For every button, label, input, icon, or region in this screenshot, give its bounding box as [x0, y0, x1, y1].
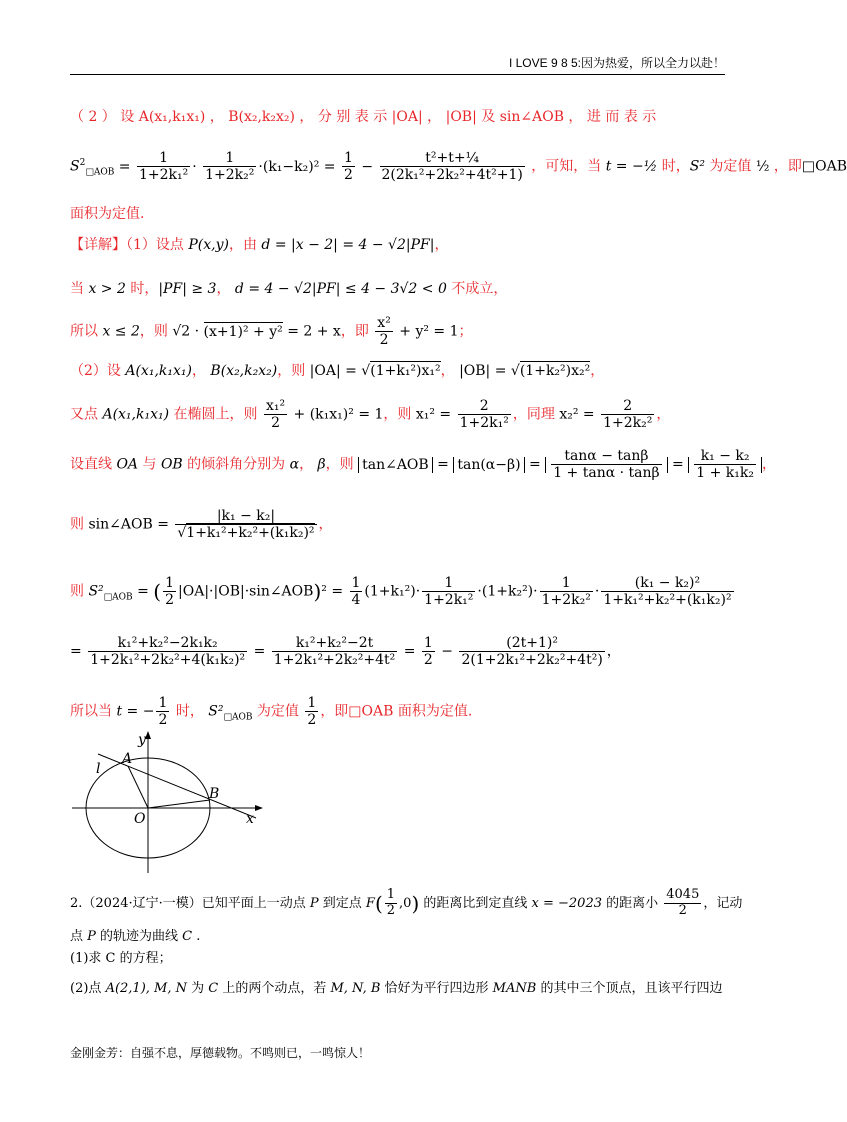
header-divider: [70, 74, 725, 75]
detail-line-9: = $\frac{\text{k₁²+k₂²−2k₁k₂}}{\text{1+2k₁²+2k₂²+4(k₁k₂)²}}$ = $\frac{\text{k₁²+k₂²−2t}}{\text{1+2k₁²+2k₂²+4t²}}$ = $\frac{1}{2}$ − $\frac{\text{(2t+1)²}}{\text{2(1+2k₁²+2k₂²+4t²)}}$ ，: [70, 635, 621, 669]
label-B: B: [209, 786, 220, 802]
detail-line-5: 又点 A(x₁,k₁x₁) 在椭圆上，则 $\frac{\text{x₁²}}{2}$ + (k₁x₁)² = 1，则 x₁² = $\frac{2}{\text{1+2k₁²}}$ ，同理 x₂² = $\frac{2}{\text{1+2k₂²}}$ ，: [70, 398, 671, 432]
detail-line-4: （2）设 A(x₁,k₁x₁)， B(x₂,k₂x₂)，则 |OA| = √(1+k₁²)x₁²， |OB| = √(1+k₂²)x₂²，: [70, 363, 605, 379]
problem2-line-2: 点 P 的轨迹为曲线 C .: [70, 929, 201, 944]
intro-line-3: 面积为定值.: [70, 206, 145, 222]
label-y: y: [138, 732, 146, 748]
detail-line-1: 【详解】（1）设点 P(x,y)，由 d = |x − 2| = 4 − √2|PF|，: [70, 237, 449, 253]
problem2-line-4: (2)点 A(2,1), M, N 为 C 上的两个动点，若 M, N, B 恰好为平行四边形 MANB 的其中三个顶点，且该平行四边: [70, 981, 723, 996]
detail-line-10: 所以当 t = − $\frac{1}{2}$ 时， $S^2_{□AOB}$ 为定值 $\frac{1}{2}$ ，即□OAB 面积为定值.: [70, 695, 473, 729]
detail-line-2: 当 x > 2 时，|PF| ≥ 3， d = 4 − √2|PF| ≤ 4 − 3√2 < 0 不成立，: [70, 281, 508, 297]
label-l: l: [96, 761, 101, 777]
page-footer: 金刚金芳：自强不息，厚德载物。不鸣则已，一鸣惊人！: [70, 1046, 371, 1060]
problem2-line-1: 2.（2024·辽宁·一模）已知平面上一动点 P 到定点 F( $\frac{1}{2}$ ,0) 的距离比到定直线 x = −2023 的距离小 $\frac{4045}{2}$ ，记动: [70, 887, 743, 918]
intro-line-2: $S^2_{□AOB}$ = $\frac{1}{\text{1+2k₁²}}$ · $\frac{1}{\text{1+2k₂²}}$ ·(k₁−k₂)² = $\frac{1}{2}$ − $\frac{\text{t²+t+¼}}{\text{2(2k₁²+2k₂²+4t²+1)}}$ ，可知，当 t = −½ 时，S² 为定值 ½ ，即□OAB: [70, 150, 847, 184]
detail-line-6: 设直线 OA 与 OB 的倾斜角分别为 α， β，则 tan∠AOB = tan(α−β) = $\frac{\tan\alpha - \tan\beta}{1 + \tan\alpha \cdot \tan\beta}$ = $\frac{\text{k₁ − k₂}}{\text{1 + k₁k₂}}$ ，: [70, 448, 776, 482]
detail-line-8: 则 $S^2_{□AOB}$ = ( $\frac{1}{2}$ |OA|·|OB|·sin∠AOB)² = $\frac{1}{4}$ (1+k₁²)· $\frac{1}{\text{1+2k₁²}}$ ·(1+k₂²)· $\frac{1}{\text{1+2k₂²}}$ · $\frac{\text{(k₁ − k₂)²}}{\text{1+k₁²+k₂²+(k₁k₂)²}}$: [70, 575, 732, 609]
intro-line-1: （ 2 ） 设 A(x₁,k₁x₁) ， B(x₂,k₂x₂) ， 分 别 表 示 |OA| ， |OB| 及 sin∠AOB ， 进 而 表 示: [70, 109, 657, 125]
problem2-line-3: (1)求 C 的方程；: [70, 951, 172, 966]
page-header: I LOVE 9 8 5:因为热爱，所以全力以赴！: [508, 56, 725, 70]
detail-title: 【详解】: [70, 237, 126, 253]
detail-line-3: 所以 x ≤ 2，则 √2 · (x+1)² + y² = 2 + x，即 $\frac{\text{x²}}{2}$ + y² = 1；: [70, 315, 473, 349]
ellipse-figure: [70, 728, 270, 878]
label-O: O: [134, 811, 146, 827]
label-x: x: [246, 811, 254, 827]
label-A: A: [122, 751, 133, 767]
detail-line-7: 则 sin∠AOB = $\frac{\text{|k₁ − k₂|}}{\text{√1+k₁²+k₂²+(k₁k₂)²}}$ ，: [70, 508, 333, 542]
